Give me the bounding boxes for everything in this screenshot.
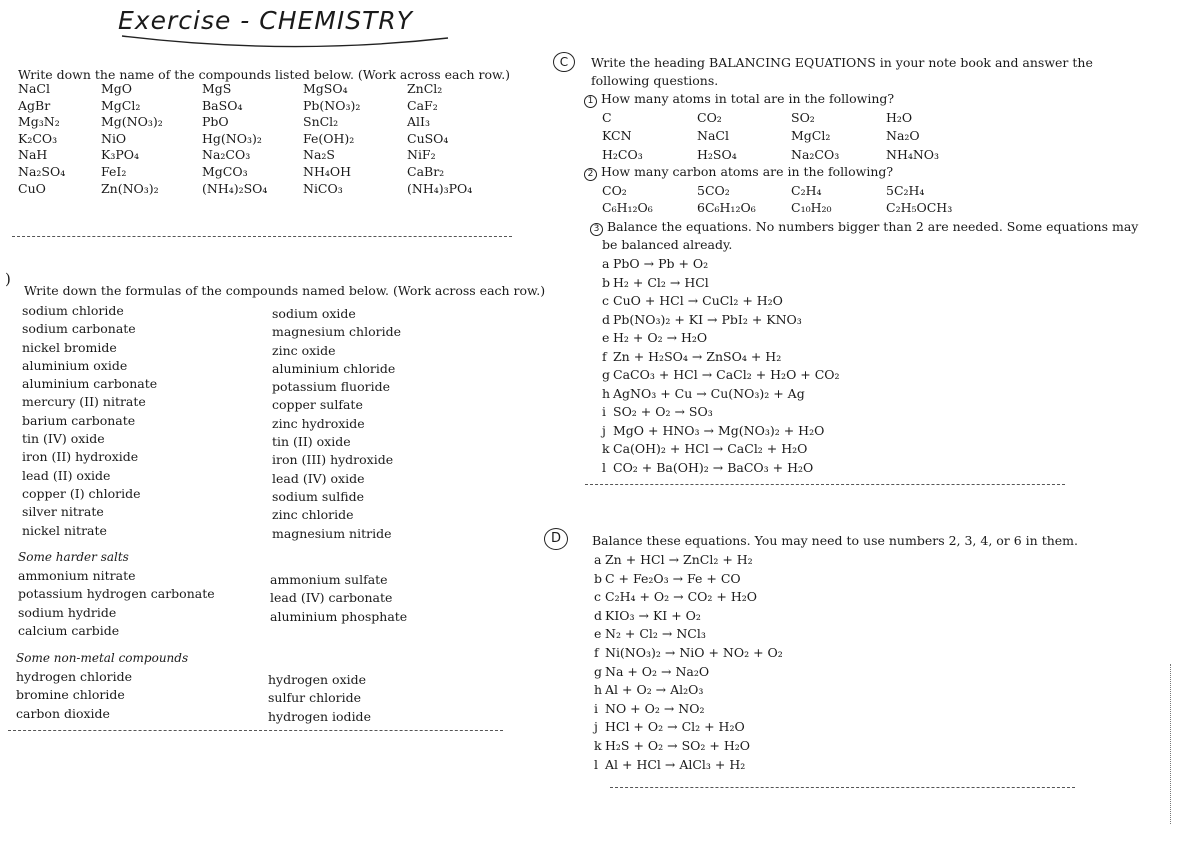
compound-formula: Hg(NO₃)₂ — [202, 130, 262, 146]
question-2 — [584, 163, 893, 181]
formula-item: KCN — [602, 128, 632, 144]
equation-text: CuO + HCl → CuCl₂ + H₂O — [613, 293, 783, 308]
equation-letter: a — [594, 552, 602, 567]
equation-letter: h — [602, 385, 611, 401]
q1-number: 1 — [584, 95, 597, 108]
compound-name: nickel nitrate — [22, 522, 107, 538]
formula-item: Na₂O — [886, 128, 920, 144]
non-metal-heading: Some non-metal compounds — [16, 651, 189, 665]
formula-item: H₂SO₄ — [697, 146, 737, 162]
compound-name: sodium sulfide — [272, 488, 365, 504]
formula-item: CO₂ — [602, 183, 627, 198]
compound-formula: CuO — [18, 180, 46, 196]
q1-text: How many atoms in total are in the following? — [600, 91, 895, 106]
compound-formula: MgCO₃ — [202, 163, 248, 179]
formula-item: 6C₆H₁₂O₆ — [697, 200, 756, 215]
compound-name: sodium oxide — [272, 306, 356, 321]
equation-letter: c — [594, 589, 602, 605]
compound-formula: Na₂SO₄ — [18, 163, 66, 179]
compound-formula: NaH — [18, 147, 48, 163]
formula-item: NaCl — [697, 128, 729, 144]
equation-letter: e — [594, 626, 602, 642]
question-3 — [590, 218, 1138, 236]
compound-name: bromine chloride — [16, 687, 125, 703]
equation-row — [602, 292, 840, 311]
equation-row — [602, 422, 840, 441]
equation-letter: h — [594, 682, 603, 698]
equation-text: Zn + HCl → ZnCl₂ + H₂ — [605, 552, 753, 567]
equation-letter: f — [602, 348, 607, 364]
equation-text: Ca(OH)₂ + HCl → CaCl₂ + H₂O — [613, 441, 808, 456]
divider — [610, 787, 1075, 788]
q2-number: 2 — [584, 168, 597, 181]
formula-item: H₂O — [886, 110, 913, 125]
equation-row — [602, 440, 840, 459]
equation-text: CO₂ + Ba(OH)₂ → BaCO₃ + H₂O — [613, 459, 814, 475]
compound-name: sodium hydride — [18, 604, 117, 620]
harder-salts-right — [270, 571, 407, 626]
compound-formula: (NH₄)₂SO₄ — [202, 180, 268, 196]
equation-letter: k — [602, 441, 610, 456]
compound-name: barium carbonate — [22, 412, 136, 428]
compound-formula: NaCl — [18, 81, 50, 96]
compound-name: hydrogen chloride — [16, 669, 132, 684]
formula-item: 5C₂H₄ — [886, 183, 925, 198]
equation-text: Zn + H₂SO₄ → ZnSO₄ + H₂ — [613, 348, 782, 364]
compound-name: zinc chloride — [272, 507, 354, 523]
compound-name: hydrogen oxide — [268, 672, 367, 687]
compound-name: aluminium phosphate — [270, 608, 408, 624]
equation-text: PbO → Pb + O₂ — [613, 256, 709, 271]
compound-name: aluminium carbonate — [22, 376, 158, 392]
compound-formula: K₃PO₄ — [101, 147, 140, 163]
equation-row — [594, 588, 783, 607]
compound-name: tin (II) oxide — [272, 434, 351, 450]
compound-formula: BaSO₄ — [202, 97, 243, 113]
equation-letter: d — [594, 607, 603, 623]
equation-letter: b — [594, 570, 603, 586]
section-d-marker: D — [544, 528, 568, 550]
non-metal-left — [16, 668, 132, 723]
equation-row — [602, 311, 840, 330]
names-list-left — [22, 302, 157, 540]
equation-text: C + Fe₂O₃ → Fe + CO — [605, 570, 741, 586]
compound-name: calcium carbide — [18, 622, 120, 638]
equation-letter: l — [602, 459, 606, 475]
section-c-intro: Write the heading BALANCING EQUATIONS in your note book and answer the — [591, 55, 1093, 70]
equation-row — [602, 255, 840, 274]
equation-letter: f — [594, 644, 599, 660]
compound-name: lead (IV) oxide — [272, 470, 365, 486]
compound-name: iron (II) hydroxide — [22, 449, 139, 465]
section-d-instruction: Balance these equations. You may need to use numbers 2, 3, 4, or 6 in them. — [592, 533, 1078, 548]
equation-text: Al + O₂ → Al₂O₃ — [605, 682, 704, 698]
title-underline — [118, 34, 458, 54]
compound-formula-grid — [18, 81, 517, 197]
compound-name: hydrogen iodide — [268, 708, 371, 724]
compound-name: sodium chloride — [22, 303, 124, 318]
equation-letter: g — [594, 663, 603, 679]
formula-item: C₁₀H₂₀ — [791, 200, 832, 215]
section-a-instruction: Write down the name of the compounds listed below. (Work across each row.) — [18, 67, 511, 82]
compound-formula: FeI₂ — [101, 163, 127, 179]
compound-formula: MgS — [202, 81, 232, 96]
equations-list-d — [594, 551, 783, 774]
formula-item: C₂H₅OCH₃ — [886, 200, 953, 215]
non-metal-right — [268, 671, 371, 726]
equation-text: KIO₃ → KI + O₂ — [605, 607, 701, 623]
compound-formula: Zn(NO₃)₂ — [101, 180, 159, 196]
equation-row — [602, 329, 840, 348]
equation-text: Na + O₂ → Na₂O — [605, 663, 710, 679]
compound-name: aluminium oxide — [22, 357, 128, 373]
equation-text: AgNO₃ + Cu → Cu(NO₃)₂ + Ag — [613, 385, 805, 401]
equation-row — [594, 737, 783, 756]
compound-formula: (NH₄)₃PO₄ — [407, 180, 473, 196]
equation-text: H₂ + Cl₂ → HCl — [613, 274, 709, 290]
compound-formula: NH₄OH — [303, 163, 351, 179]
compound-name: sodium carbonate — [22, 321, 136, 337]
compound-formula: Na₂S — [303, 147, 335, 163]
equation-text: Al + HCl → AlCl₃ + H₂ — [605, 756, 746, 772]
equation-letter: i — [602, 404, 606, 419]
equation-row — [594, 681, 783, 700]
equation-letter: j — [594, 719, 598, 735]
equation-row — [594, 700, 783, 719]
equation-letter: a — [602, 256, 610, 271]
compound-name: sulfur chloride — [268, 690, 362, 706]
equation-row — [602, 348, 840, 367]
compound-name: mercury (II) nitrate — [22, 394, 146, 410]
compound-name: lead (IV) carbonate — [270, 590, 393, 606]
equations-list-c — [602, 255, 840, 477]
compound-name: copper sulfate — [272, 397, 363, 413]
compound-formula: NiCO₃ — [303, 180, 343, 196]
compound-formula: NiF₂ — [407, 147, 436, 163]
equation-row — [602, 366, 840, 385]
equation-text: CaCO₃ + HCl → CaCl₂ + H₂O + CO₂ — [613, 367, 840, 382]
compound-name: carbon dioxide — [16, 705, 110, 721]
compound-formula: K₂CO₃ — [18, 130, 58, 146]
compound-formula: Pb(NO₃)₂ — [303, 97, 361, 113]
q3-text-2: be balanced already. — [602, 237, 733, 252]
formula-item: 5CO₂ — [697, 183, 730, 198]
equation-text: Pb(NO₃)₂ + KI → PbI₂ + KNO₃ — [613, 311, 802, 327]
compound-formula: SnCl₂ — [303, 114, 339, 130]
compound-formula: MgSO₄ — [303, 81, 348, 96]
q2-text: How many carbon atoms are in the following? — [600, 164, 894, 179]
compound-formula: MgO — [101, 81, 133, 96]
formula-item: SO₂ — [791, 110, 815, 125]
equation-letter: l — [594, 756, 598, 772]
page-title: Exercise - CHEMISTRY — [118, 6, 414, 35]
compound-name: tin (IV) oxide — [22, 431, 105, 447]
atoms-count-grid — [602, 109, 986, 164]
compound-formula: ZnCl₂ — [407, 81, 443, 96]
compound-formula: NiO — [101, 130, 127, 146]
names-list-right — [272, 305, 401, 543]
equation-text: MgO + HNO₃ → Mg(NO₃)₂ + H₂O — [613, 422, 825, 438]
equation-letter: g — [602, 367, 611, 382]
formula-item: CO₂ — [697, 110, 722, 125]
compound-name: iron (III) hydroxide — [272, 452, 394, 468]
compound-formula: Na₂CO₃ — [202, 147, 251, 163]
equation-letter: e — [602, 330, 610, 345]
carbon-count-grid — [602, 182, 986, 216]
equation-row — [594, 625, 783, 644]
compound-name: zinc hydroxide — [272, 415, 365, 431]
equation-letter: d — [602, 311, 611, 327]
section-b-marker: ) — [5, 270, 11, 288]
compound-name: copper (I) chloride — [22, 485, 141, 501]
equation-row — [594, 644, 783, 663]
compound-name: magnesium nitride — [272, 525, 392, 541]
compound-name: ammonium sulfate — [270, 572, 388, 587]
equation-row — [602, 385, 840, 404]
compound-name: aluminium chloride — [272, 360, 396, 376]
formula-item: MgCl₂ — [791, 128, 831, 144]
section-b-instruction: Write down the formulas of the compounds named below. (Work across each row.) — [24, 283, 546, 298]
formula-item: C₂H₄ — [791, 183, 822, 198]
compound-formula: CuSO₄ — [407, 130, 449, 146]
equation-text: N₂ + Cl₂ → NCl₃ — [605, 626, 706, 642]
equation-row — [594, 570, 783, 589]
compound-name: nickel bromide — [22, 339, 117, 355]
compound-formula: PbO — [202, 114, 229, 130]
compound-name: potassium fluoride — [272, 379, 390, 395]
equation-letter: b — [602, 274, 611, 290]
compound-formula: Mg(NO₃)₂ — [101, 114, 163, 130]
compound-formula: CaF₂ — [407, 97, 438, 113]
equation-text: C₂H₄ + O₂ → CO₂ + H₂O — [605, 589, 757, 605]
equation-row — [594, 663, 783, 682]
section-c-marker: C — [553, 52, 575, 72]
question-1 — [584, 90, 894, 108]
equation-text: H₂S + O₂ → SO₂ + H₂O — [605, 737, 750, 753]
harder-salts-heading: Some harder salts — [18, 550, 129, 564]
divider — [585, 484, 1065, 485]
compound-name: magnesium chloride — [272, 324, 401, 340]
equation-row — [602, 403, 840, 422]
scan-edge-mark — [1170, 664, 1172, 824]
equation-text: SO₂ + O₂ → SO₃ — [613, 404, 713, 419]
formula-item: Na₂CO₃ — [791, 146, 840, 162]
formula-item: H₂CO₃ — [602, 146, 643, 162]
equation-row — [594, 718, 783, 737]
compound-formula: AlI₃ — [407, 114, 430, 130]
equation-row — [594, 551, 783, 570]
equation-row — [594, 607, 783, 626]
divider — [8, 730, 503, 731]
equation-text: NO + O₂ → NO₂ — [605, 700, 705, 716]
q3-number: 3 — [590, 223, 603, 236]
compound-name: potassium hydrogen carbonate — [18, 586, 215, 602]
compound-formula: Fe(OH)₂ — [303, 130, 355, 146]
compound-formula: MgCl₂ — [101, 97, 141, 113]
equation-letter: i — [594, 700, 598, 716]
equation-row — [602, 459, 840, 478]
compound-formula: Mg₃N₂ — [18, 114, 60, 130]
compound-name: lead (II) oxide — [22, 467, 111, 483]
equation-text: H₂ + O₂ → H₂O — [613, 330, 708, 345]
compound-formula: AgBr — [18, 97, 51, 113]
section-c-intro-2: following questions. — [591, 73, 719, 88]
divider — [12, 236, 512, 237]
equation-text: Ni(NO₃)₂ → NiO + NO₂ + O₂ — [605, 644, 783, 660]
compound-name: zinc oxide — [272, 342, 336, 358]
equation-text: HCl + O₂ → Cl₂ + H₂O — [605, 719, 745, 735]
formula-item: C — [602, 110, 612, 125]
equation-row — [602, 274, 840, 293]
equation-row — [594, 756, 783, 775]
formula-item: C₆H₁₂O₆ — [602, 200, 653, 215]
compound-name: silver nitrate — [22, 504, 104, 520]
compound-name: ammonium nitrate — [18, 568, 136, 583]
q3-text: Balance the equations. No numbers bigger than 2 are needed. Some equations may — [606, 219, 1139, 234]
equation-letter: j — [602, 422, 606, 438]
compound-formula: CaBr₂ — [407, 163, 445, 179]
harder-salts-left — [18, 567, 215, 640]
formula-item: NH₄NO₃ — [886, 146, 940, 162]
equation-letter: c — [602, 293, 610, 308]
equation-letter: k — [594, 737, 602, 753]
